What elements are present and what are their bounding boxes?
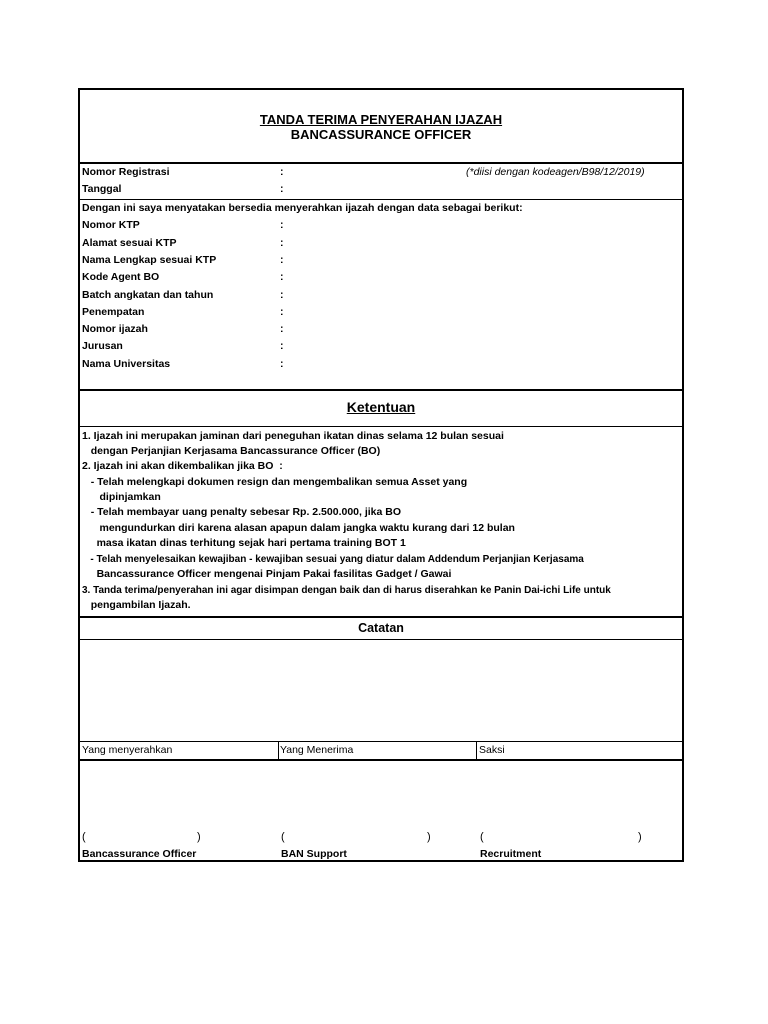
colon: : — [280, 340, 284, 352]
column-divider — [278, 741, 279, 759]
field-label-nomor-ijazah: Nomor ijazah — [82, 323, 148, 335]
divider — [80, 741, 682, 742]
field-label-nomor-ktp: Nomor KTP — [82, 219, 140, 231]
divider — [80, 199, 682, 200]
ketentuan-line: - Telah menyelesaikan kewajiban - kewajiban sesuai yang diatur dalam Addendum Perjanjian Kerjasama — [82, 554, 584, 565]
divider — [80, 426, 682, 427]
field-label-kode-agent: Kode Agent BO — [82, 271, 160, 283]
ketentuan-line: Bancassurance Officer mengenai Pinjam Pakai fasilitas Gadget / Gawai — [82, 568, 452, 580]
close-paren: ) — [427, 831, 431, 843]
field-label-alamat: Alamat sesuai KTP — [82, 237, 177, 249]
ketentuan-line: pengambilan Ijazah. — [82, 599, 191, 611]
field-label-jurusan: Jurusan — [82, 340, 123, 352]
divider — [80, 389, 682, 391]
colon: : — [280, 183, 284, 195]
divider — [80, 759, 682, 761]
tanggal-label: Tanggal — [82, 183, 122, 195]
field-label-universitas: Nama Universitas — [82, 358, 171, 370]
ketentuan-line: masa ikatan dinas terhitung sejak hari pertama training BOT 1 — [82, 537, 406, 549]
colon: : — [280, 219, 284, 231]
colon: : — [280, 323, 284, 335]
field-label-batch: Batch angkatan dan tahun — [82, 289, 214, 301]
signatory-bancassurance-officer: Bancassurance Officer — [82, 848, 197, 860]
ketentuan-line: dipinjamkan — [82, 491, 161, 503]
ketentuan-line: 2. Ijazah ini akan dikembalikan jika BO : — [82, 460, 283, 472]
colon: : — [280, 271, 284, 283]
ketentuan-line: dengan Perjanjian Kerjasama Bancassurance Officer (BO) — [82, 445, 381, 457]
colon: : — [280, 358, 284, 370]
colon: : — [280, 237, 284, 249]
nomor-registrasi-label: Nomor Registrasi — [82, 166, 170, 178]
form-title: TANDA TERIMA PENYERAHAN IJAZAH — [259, 112, 503, 127]
ketentuan-line: mengundurkan diri karena alasan apapun dalam jangka waktu kurang dari 12 bulan — [82, 522, 515, 534]
receipt-form — [78, 88, 684, 862]
declaration-intro: Dengan ini saya menyatakan bersedia menyerahkan ijazah dengan data sebagai berikut: — [82, 202, 523, 214]
close-paren: ) — [638, 831, 642, 843]
divider — [80, 162, 682, 164]
role-saksi: Saksi — [479, 744, 505, 756]
ketentuan-line: 1. Ijazah ini merupakan jaminan dari peneguhan ikatan dinas selama 12 bulan sesuai — [82, 430, 504, 442]
ketentuan-heading: Ketentuan — [346, 399, 416, 415]
field-label-penempatan: Penempatan — [82, 306, 145, 318]
colon: : — [280, 254, 284, 266]
colon: : — [280, 289, 284, 301]
registration-note: (*diisi dengan kodeagen/B98/12/2019) — [466, 166, 645, 178]
colon: : — [280, 166, 284, 178]
catatan-area[interactable] — [80, 640, 682, 740]
signatory-ban-support: BAN Support — [281, 848, 347, 860]
colon: : — [280, 306, 284, 318]
open-paren: ( — [82, 831, 86, 843]
role-yang-menyerahkan: Yang menyerahkan — [82, 744, 173, 756]
ketentuan-line: - Telah melengkapi dokumen resign dan mengembalikan semua Asset yang — [82, 476, 468, 488]
open-paren: ( — [480, 831, 484, 843]
field-label-nama-lengkap: Nama Lengkap sesuai KTP — [82, 254, 217, 266]
column-divider — [476, 741, 477, 759]
form-subtitle: BANCASSURANCE OFFICER — [290, 127, 472, 142]
ketentuan-line: - Telah membayar uang penalty sebesar Rp. 2.500.000, jika BO — [82, 506, 402, 518]
close-paren: ) — [197, 831, 201, 843]
role-yang-menerima: Yang Menerima — [280, 744, 354, 756]
catatan-heading: Catatan — [358, 621, 404, 635]
open-paren: ( — [281, 831, 285, 843]
ketentuan-line: 3. Tanda terima/penyerahan ini agar disimpan dengan baik dan di harus diserahkan ke Panin Dai-ichi Life untuk — [82, 585, 611, 596]
signatory-recruitment: Recruitment — [480, 848, 542, 860]
divider — [80, 616, 682, 618]
